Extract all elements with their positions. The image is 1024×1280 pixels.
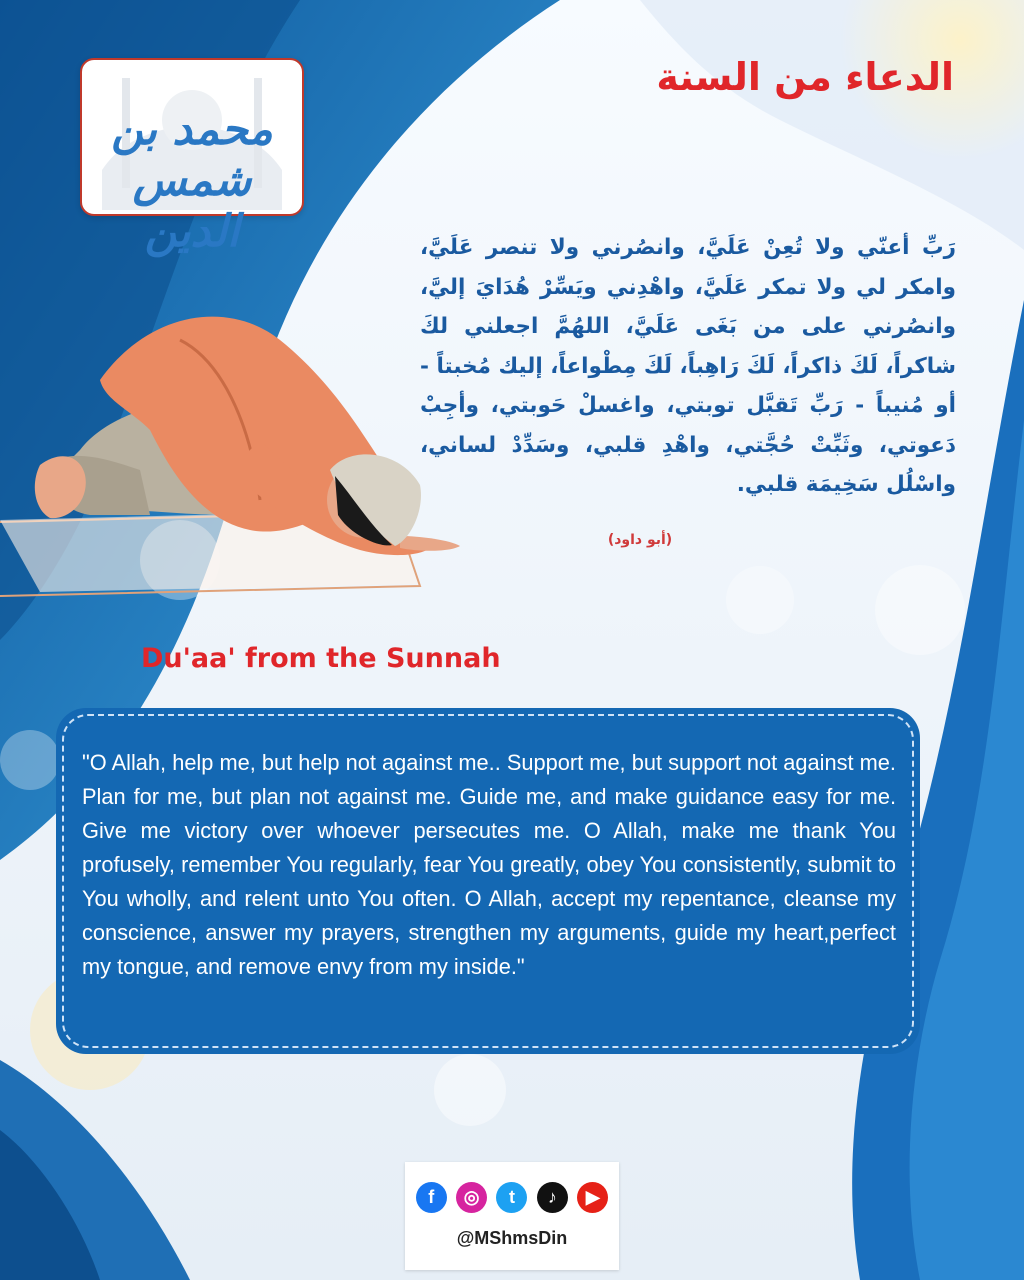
tiktok-icon[interactable]: ♪ [537, 1182, 568, 1213]
logo-badge [80, 58, 304, 257]
dua-arabic-text: رَبِّ أعنّي ولا تُعِنْ عَلَيَّ، وانصُرني ولا تنصر عَلَيَّ، وامكر لي ولا تمكر عَلَيَّ، واهْدِني ويَسِّرْ هُدَايَ إليَّ، وانصُرني على من بَغَى عَلَيَّ، اللهُمَّ اجعلني لكَ شاكراً، لَكَ ذاكراً، لَكَ رَاهِباً، لَكَ مِطْواعاً، إليك مُخبتاً - أو مُنيباً - رَبِّ تَقبَّل توبتي، واغسلْ حَوبتي، وأجِبْ دَعوتي، وثَبِّتْ حُجَّتي، واهْدِ قلبي، وسَدِّدْ لساني، واسْلُل سَخِيمَة قلبي. [420, 235, 956, 497]
twitter-icon[interactable]: t [496, 1182, 527, 1213]
dua-english-text: "O Allah, help me, but help not against me.. Support me, but support not against me. Plan for me, but plan not against me. Guide me, and make guidance easy for me. Give me victory over whoever persecutes me. O Allah, make me thank You profusely, remember You regularly, fear You greatly, obey You consistently, submit to You wholly, and relent unto You often. O Allah, accept my repentance, cleanse my conscience, answer my prayers, strengthen my arguments, guide my heart,perfect my tongue, and remove envy from my inside." [82, 750, 896, 979]
facebook-icon[interactable]: f [416, 1182, 447, 1213]
dua-source: (أبو داود) [607, 532, 673, 548]
youtube-icon[interactable]: ▶ [577, 1182, 608, 1213]
praying-person-illustration [0, 300, 470, 600]
page-title-english: Du'aa' from the Sunnah [141, 643, 501, 674]
page-title-arabic: الدعاء من السنة [656, 55, 954, 99]
instagram-icon[interactable]: ◎ [456, 1182, 487, 1213]
translation-box [56, 708, 920, 1054]
social-footer [405, 1162, 619, 1270]
social-handle[interactable]: @MShmsDin [456, 1228, 568, 1248]
social-icons [411, 1182, 613, 1213]
logo-calligraphy: محمد بن شمس الدين [111, 104, 273, 257]
